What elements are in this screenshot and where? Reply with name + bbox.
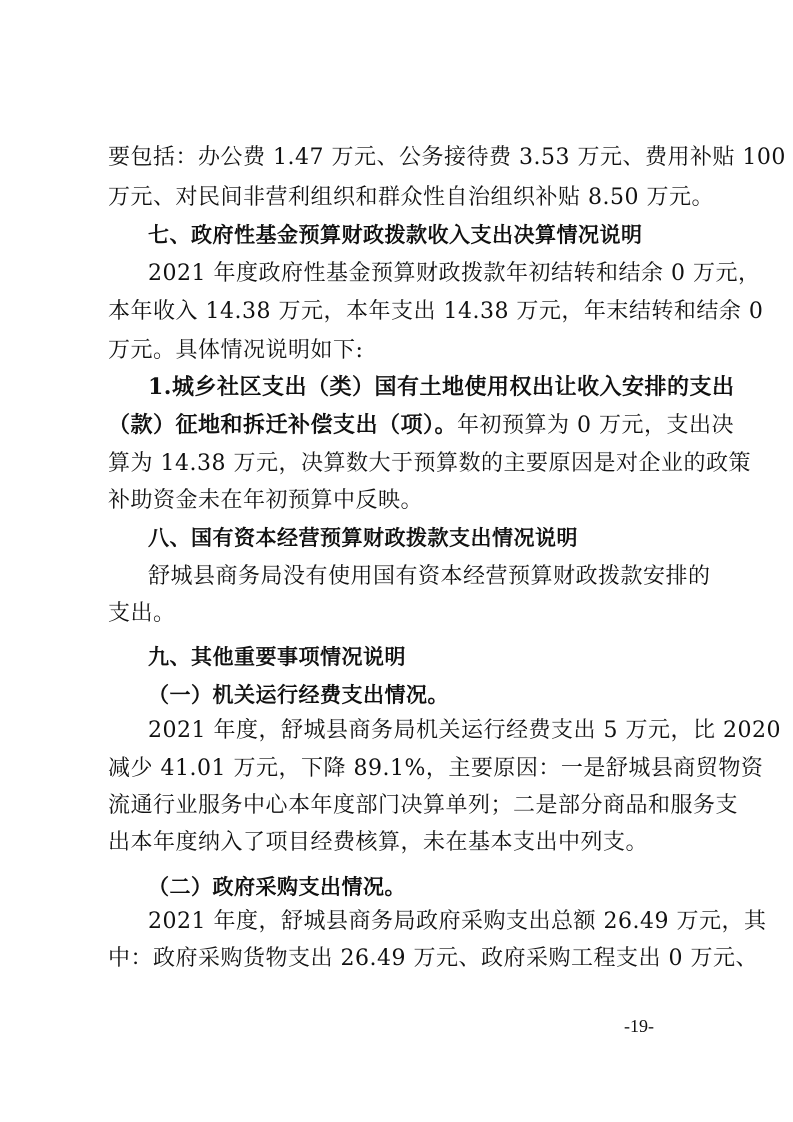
paragraph-line: 2021 年度，舒城县商务局机关运行经费支出 5 万元，比 2020	[148, 718, 781, 743]
paragraph-line: 舒城县商务局没有使用国有资本经营预算财政拨款安排的	[148, 564, 711, 589]
paragraph-line: 2021 年度，舒城县商务局政府采购支出总额 26.49 万元，其	[148, 909, 767, 934]
subheading-tail: （款）征地和拆迁补偿支出（项）。	[108, 412, 458, 438]
paragraph-line: 万元。具体情况说明如下:	[108, 338, 364, 363]
paragraph-line: 支出。	[108, 601, 176, 626]
paragraph-line: 中：政府采购货物支出 26.49 万元、政府采购工程支出 0 万元、	[108, 946, 758, 971]
mixed-line	[108, 410, 734, 441]
paragraph-line: 出本年度纳入了项目经费核算，未在基本支出中列支。	[108, 830, 649, 855]
subheading-line: 1.城乡社区支出（类）国有土地使用权出让收入安排的支出	[148, 374, 735, 400]
paragraph-line: 要包括：办公费 1.47 万元、公务接待费 3.53 万元、费用补贴 100	[108, 145, 786, 170]
page-number: -19-	[624, 1016, 654, 1036]
paragraph-line: 算为 14.38 万元，决算数大于预算数的主要原因是对企业的政策	[108, 451, 751, 476]
paragraph-line: 减少 41.01 万元，下降 89.1%，主要原因：一是舒城县商贸物资	[108, 756, 764, 781]
subsection-heading-1: （一）机关运行经费支出情况。	[148, 683, 449, 707]
section-heading-8: 八、国有资本经营预算财政拨款支出情况说明	[148, 526, 578, 550]
paragraph-text: 年初预算为 0 万元，支出决	[457, 413, 734, 438]
section-heading-9: 九、其他重要事项情况说明	[148, 645, 406, 669]
section-heading-7: 七、政府性基金预算财政拨款收入支出决算情况说明	[148, 223, 643, 247]
paragraph-line: 2021 年度政府性基金预算财政拨款年初结转和结余 0 万元，	[148, 261, 761, 286]
paragraph-line: 万元、对民间非营利组织和群众性自治组织补贴 8.50 万元。	[108, 185, 714, 210]
paragraph-line: 流通行业服务中心本年度部门决算单列；二是部分商品和服务支	[108, 793, 739, 818]
paragraph-line: 本年收入 14.38 万元，本年支出 14.38 万元，年末结转和结余 0	[108, 299, 764, 324]
paragraph-line: 补助资金未在年初预算中反映。	[108, 488, 424, 513]
subsection-heading-2: （二）政府采购支出情况。	[148, 875, 406, 899]
